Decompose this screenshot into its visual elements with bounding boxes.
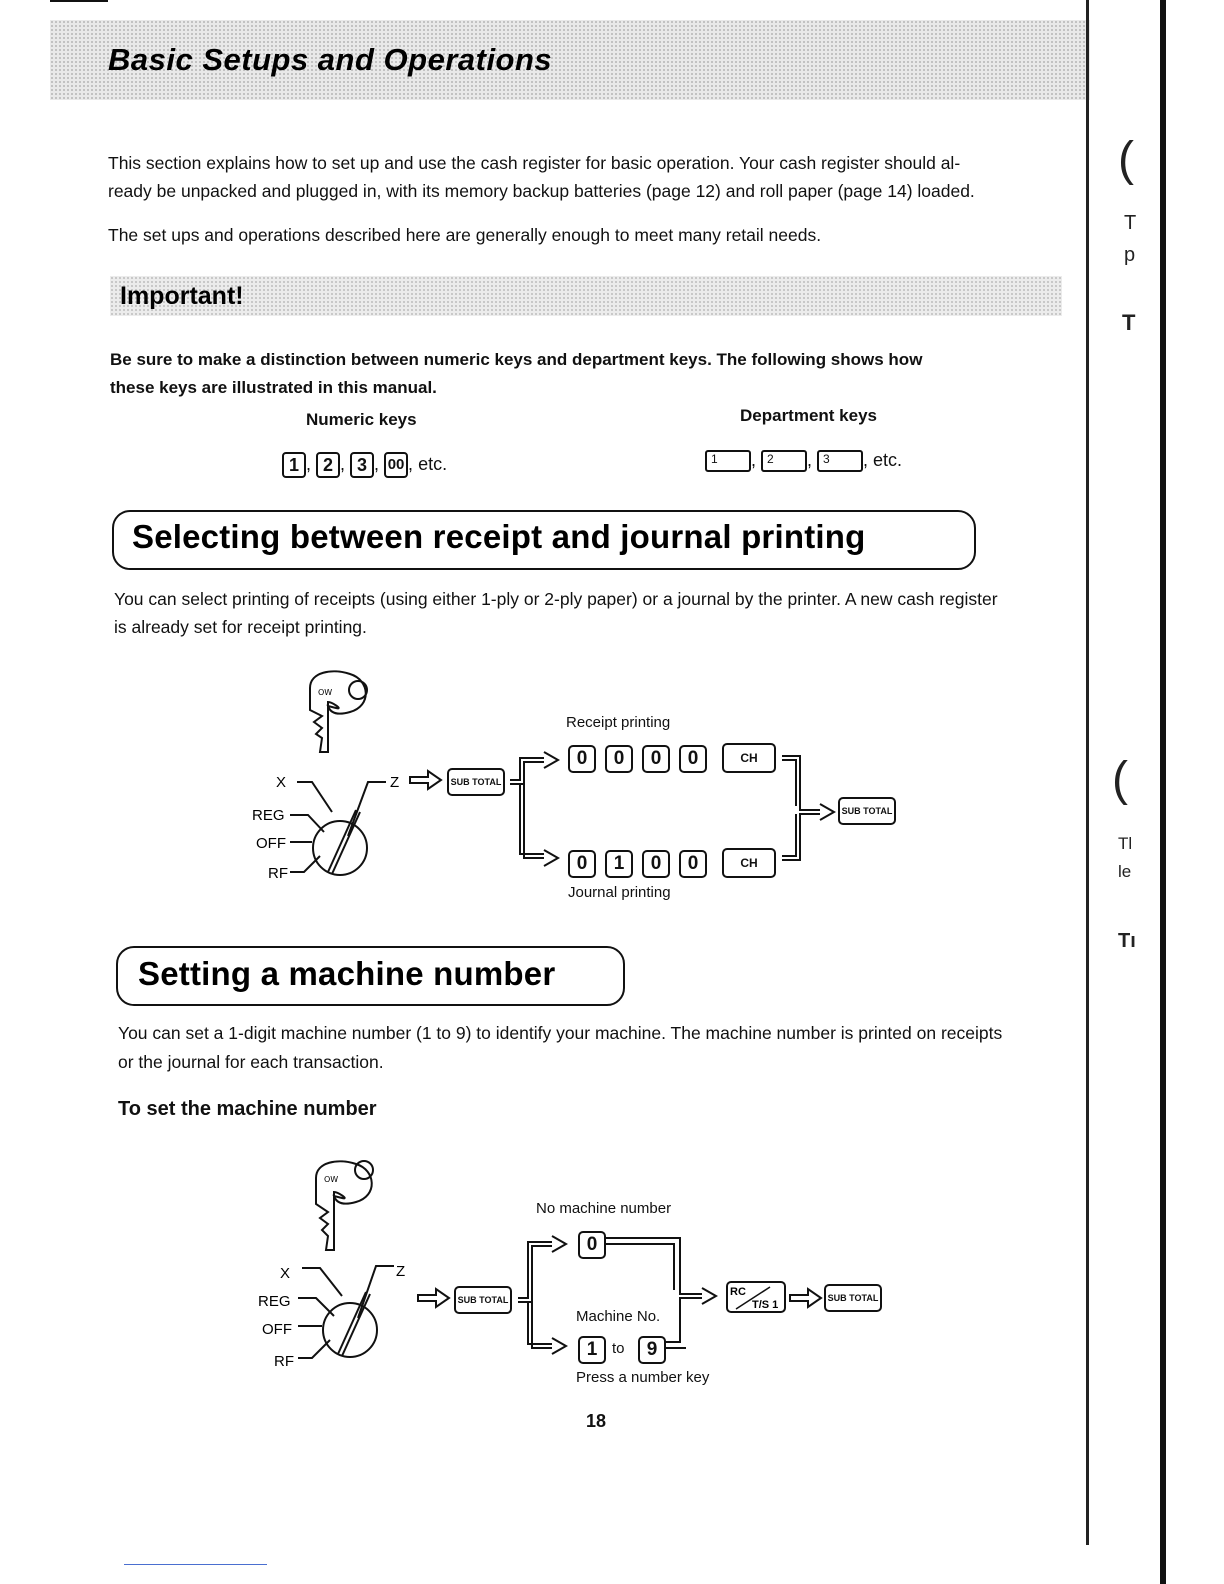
to-text: to xyxy=(612,1340,625,1357)
page-title: Basic Setups and Operations xyxy=(108,42,553,77)
subtotal-key-2: SUB TOTAL xyxy=(454,1286,512,1314)
department-key-1: 1 xyxy=(705,450,751,472)
section2-line-1: You can set a 1-digit machine number (1 to 9) to identify your machine. The machine number is printed on receipts xyxy=(118,1023,1003,1043)
numeric-key-1: 1 xyxy=(282,452,306,478)
subtotal-key-3: SUB TOTAL xyxy=(824,1284,882,1312)
section2-line-2: or the journal for each transaction. xyxy=(118,1052,384,1072)
important-line-2: these keys are illustrated in this manual. xyxy=(110,378,437,397)
intro-line-2: ready be unpacked and plugged in, with its memory backup batteries (page 12) and roll paper (page 14) loaded. xyxy=(108,181,975,201)
subtotal-key: SUB TOTAL xyxy=(447,768,505,796)
mode-z-label: Z xyxy=(390,774,400,791)
key-label-2: OW xyxy=(324,1175,339,1184)
binding-edge xyxy=(1160,0,1166,1584)
mode-reg-label: REG xyxy=(252,807,285,824)
important-title: Important! xyxy=(120,282,244,310)
receipt-key-1: 0 xyxy=(568,745,596,773)
merge-lines-2 xyxy=(586,1230,726,1356)
intro-line-3: The set ups and operations described here are generally enough to meet many retail needs. xyxy=(108,225,822,245)
mode-reg-label-2: REG xyxy=(258,1293,291,1310)
merge-lines-1 xyxy=(776,744,846,876)
mode-dial-icon xyxy=(290,782,386,875)
section2-title: Setting a machine number xyxy=(138,955,556,992)
journal-key-4: 0 xyxy=(679,850,707,878)
mode-x-label-2: X xyxy=(280,1265,291,1282)
page-number: 18 xyxy=(586,1411,607,1431)
arrow-icon-3 xyxy=(788,1286,824,1310)
section1-title: Selecting between receipt and journal printing xyxy=(132,518,866,555)
department-key-2: 2 xyxy=(761,450,807,472)
mode-off-label: OFF xyxy=(256,835,286,852)
receipt-key-3: 0 xyxy=(642,745,670,773)
subtotal-key-final: SUB TOTAL xyxy=(838,797,896,825)
no-machine-label: No machine number xyxy=(536,1200,672,1217)
footnote-rule xyxy=(124,1564,267,1565)
journal-key-3: 0 xyxy=(642,850,670,878)
numeric-keys-heading: Numeric keys xyxy=(306,410,417,429)
department-key-examples: 1 , 2 , 3 , etc. xyxy=(705,450,902,472)
important-banner xyxy=(110,276,1062,316)
branch-lines-1 xyxy=(504,738,574,878)
key-label: OW xyxy=(318,688,333,697)
numeric-key-2: 2 xyxy=(316,452,340,478)
mode-switch-diagram-2 xyxy=(246,1150,446,1390)
branch-lines-2 xyxy=(512,1228,582,1364)
section1-line-1: You can select printing of receipts (using either 1-ply or 2-ply paper) or a journal by the printer. A new cash register xyxy=(114,589,998,609)
section2-subheading: To set the machine number xyxy=(118,1098,377,1120)
arrow-icon xyxy=(408,768,444,792)
mode-rf-label: RF xyxy=(268,865,288,882)
department-key-3: 3 xyxy=(817,450,863,472)
mode-key-icon xyxy=(310,671,367,752)
machine-no-label: Machine No. xyxy=(576,1308,661,1325)
numeric-key-00: 00 xyxy=(384,452,408,478)
side-fragment-7: le xyxy=(1118,862,1132,881)
side-fragment-5: ( xyxy=(1112,753,1128,806)
journal-key-2: 1 xyxy=(605,850,633,878)
side-fragment-3: p xyxy=(1124,244,1136,266)
rc-ts1-key xyxy=(726,1281,786,1313)
side-fragment-4: T xyxy=(1122,310,1136,335)
first-number-key: 1 xyxy=(578,1336,606,1364)
journal-ch-key: CH xyxy=(722,848,776,878)
section1-line-2: is already set for receipt printing. xyxy=(114,617,367,637)
numeric-key-3: 3 xyxy=(350,452,374,478)
side-fragment-1: ( xyxy=(1118,133,1134,186)
numeric-key-examples: 1 , 2 , 3 , 00 , etc. xyxy=(282,452,447,478)
press-number-label: Press a number key xyxy=(576,1369,710,1386)
mode-rf-label-2: RF xyxy=(274,1353,294,1370)
rc-key-bottom: T/S 1 xyxy=(752,1299,779,1311)
zero-key: 0 xyxy=(578,1231,606,1259)
last-number-key: 9 xyxy=(638,1336,666,1364)
rc-key-top: RC xyxy=(730,1286,746,1298)
mode-z-label-2: Z xyxy=(396,1263,406,1280)
receipt-printing-label: Receipt printing xyxy=(566,714,671,731)
side-fragment-6: Tl xyxy=(1118,834,1133,853)
numeric-etc: etc. xyxy=(418,453,448,474)
department-keys-heading: Department keys xyxy=(740,406,878,425)
top-rule xyxy=(50,0,108,2)
receipt-ch-key: CH xyxy=(722,743,776,773)
intro-line-1: This section explains how to set up and use the cash register for basic operation. Your cash register should al- xyxy=(108,153,961,173)
receipt-key-2: 0 xyxy=(605,745,633,773)
important-line-1: Be sure to make a distinction between numeric keys and department keys. The following shows how xyxy=(110,350,923,369)
side-fragment-2: T xyxy=(1124,212,1137,234)
arrow-icon-2 xyxy=(416,1286,452,1310)
side-fragment-8: Tı xyxy=(1118,930,1136,952)
receipt-key-4: 0 xyxy=(679,745,707,773)
journal-key-1: 0 xyxy=(568,850,596,878)
mode-x-label: X xyxy=(276,774,287,791)
journal-printing-label: Journal printing xyxy=(568,884,671,901)
mode-off-label-2: OFF xyxy=(262,1321,292,1338)
department-etc: etc. xyxy=(873,450,903,470)
page-edge-line xyxy=(1086,0,1089,1545)
